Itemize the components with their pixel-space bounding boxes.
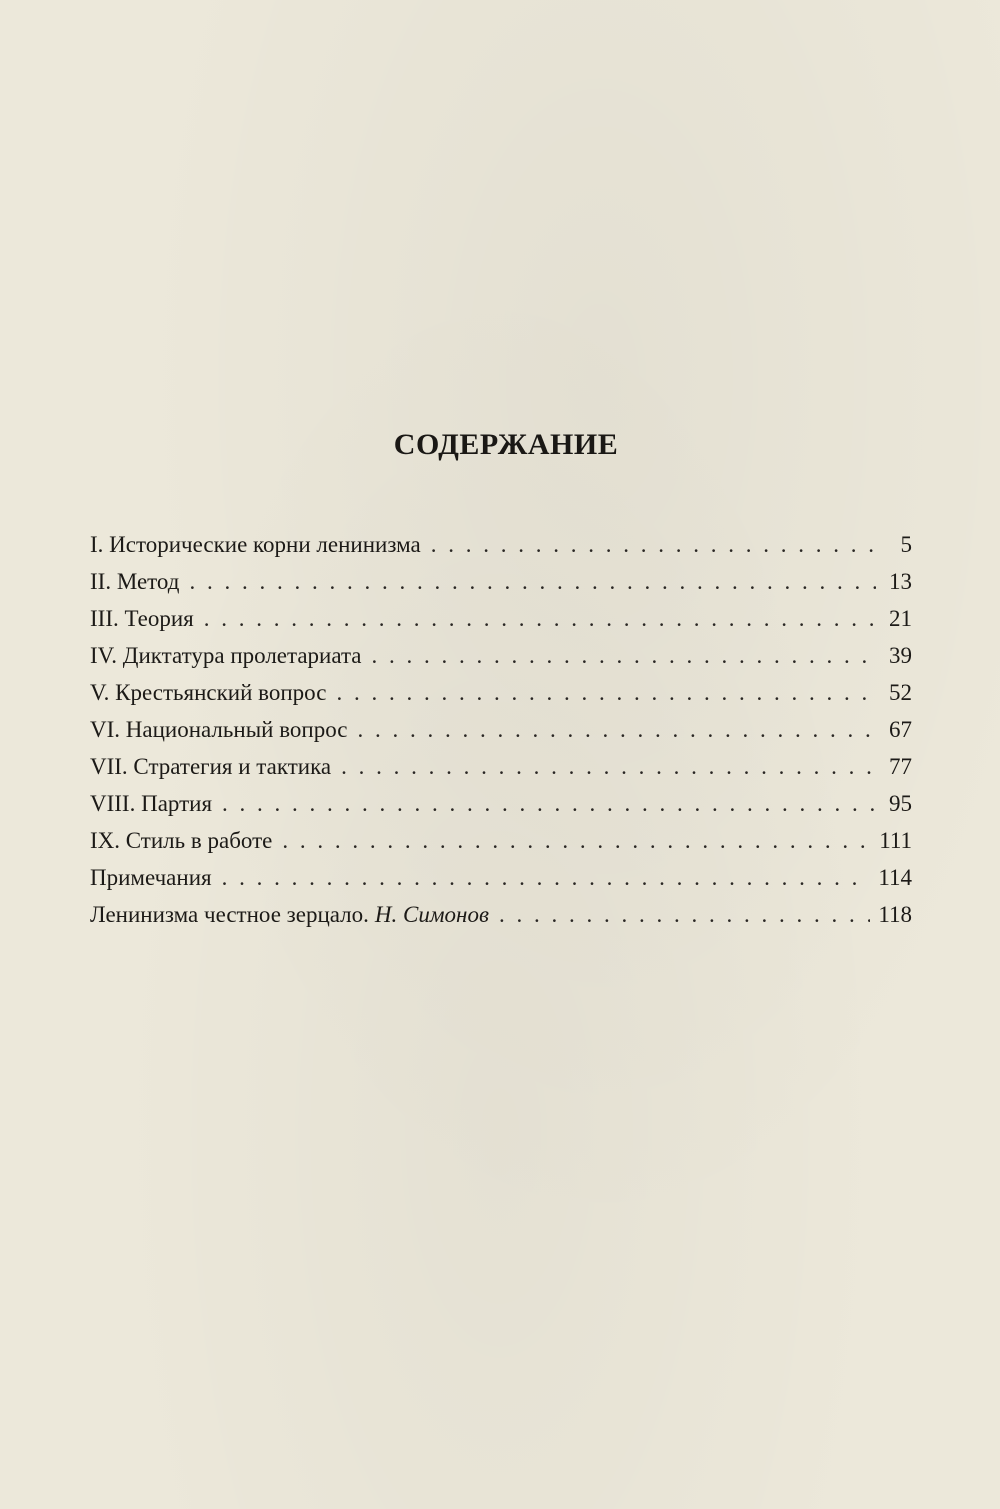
toc-entry: [90, 674, 912, 711]
toc-entry-title: IX. Стиль в работе: [90, 828, 273, 853]
toc-entry-title: III. Теория: [90, 606, 194, 631]
toc-entry-page: 95: [889, 791, 912, 816]
toc-entry-title: I. Исторические корни ленинизма: [90, 532, 421, 557]
toc-entry-page: 39: [889, 643, 912, 668]
toc-entry-title: II. Метод: [90, 569, 180, 594]
toc-entry-title: VI. Национальный вопрос: [90, 717, 348, 742]
table-of-contents: [90, 526, 912, 933]
toc-entry: [90, 859, 912, 896]
dot-leader: [189, 563, 876, 600]
toc-entry-page: 21: [889, 606, 912, 631]
dot-leader: [372, 637, 876, 674]
toc-entry: [90, 785, 912, 822]
toc-entry-page: 118: [878, 902, 912, 927]
toc-entry: [90, 526, 912, 563]
dot-leader: [204, 600, 876, 637]
dot-leader: [358, 711, 876, 748]
dot-leader: [499, 896, 870, 933]
dot-leader: [431, 526, 876, 563]
toc-entry-page: 67: [889, 717, 912, 742]
toc-entry-title: [90, 896, 489, 933]
toc-entry-page: 114: [878, 865, 912, 890]
toc-entry: [90, 600, 912, 637]
toc-entry-page: 77: [889, 754, 912, 779]
dot-leader: [336, 674, 876, 711]
toc-entry-title: Примечания: [90, 865, 212, 890]
toc-entry: [90, 637, 912, 674]
dot-leader: [341, 748, 876, 785]
toc-entry: [90, 711, 912, 748]
toc-entry-title: V. Крестьянский вопрос: [90, 680, 327, 705]
toc-entry-page: 13: [889, 569, 912, 594]
toc-entry-title: VIII. Партия: [90, 791, 213, 816]
toc-entry: [90, 822, 912, 859]
dot-leader: [222, 785, 876, 822]
toc-entry-page: 5: [900, 532, 912, 557]
toc-entry-text: Ленинизма честное зерцало.: [90, 902, 369, 927]
toc-entry-author: Н. Симонов: [374, 902, 489, 927]
toc-entry: [90, 748, 912, 785]
page-title: СОДЕРЖАНИЕ: [393, 428, 619, 461]
toc-entry-title: IV. Диктатура пролетариата: [90, 643, 362, 668]
dot-leader: [282, 822, 871, 859]
toc-entry-page: 111: [879, 828, 912, 853]
toc-entry: [90, 896, 912, 933]
toc-entry-page: 52: [889, 680, 912, 705]
toc-entry: [90, 563, 912, 600]
dot-leader: [222, 859, 871, 896]
toc-entry-title: VII. Стратегия и тактика: [90, 754, 332, 779]
